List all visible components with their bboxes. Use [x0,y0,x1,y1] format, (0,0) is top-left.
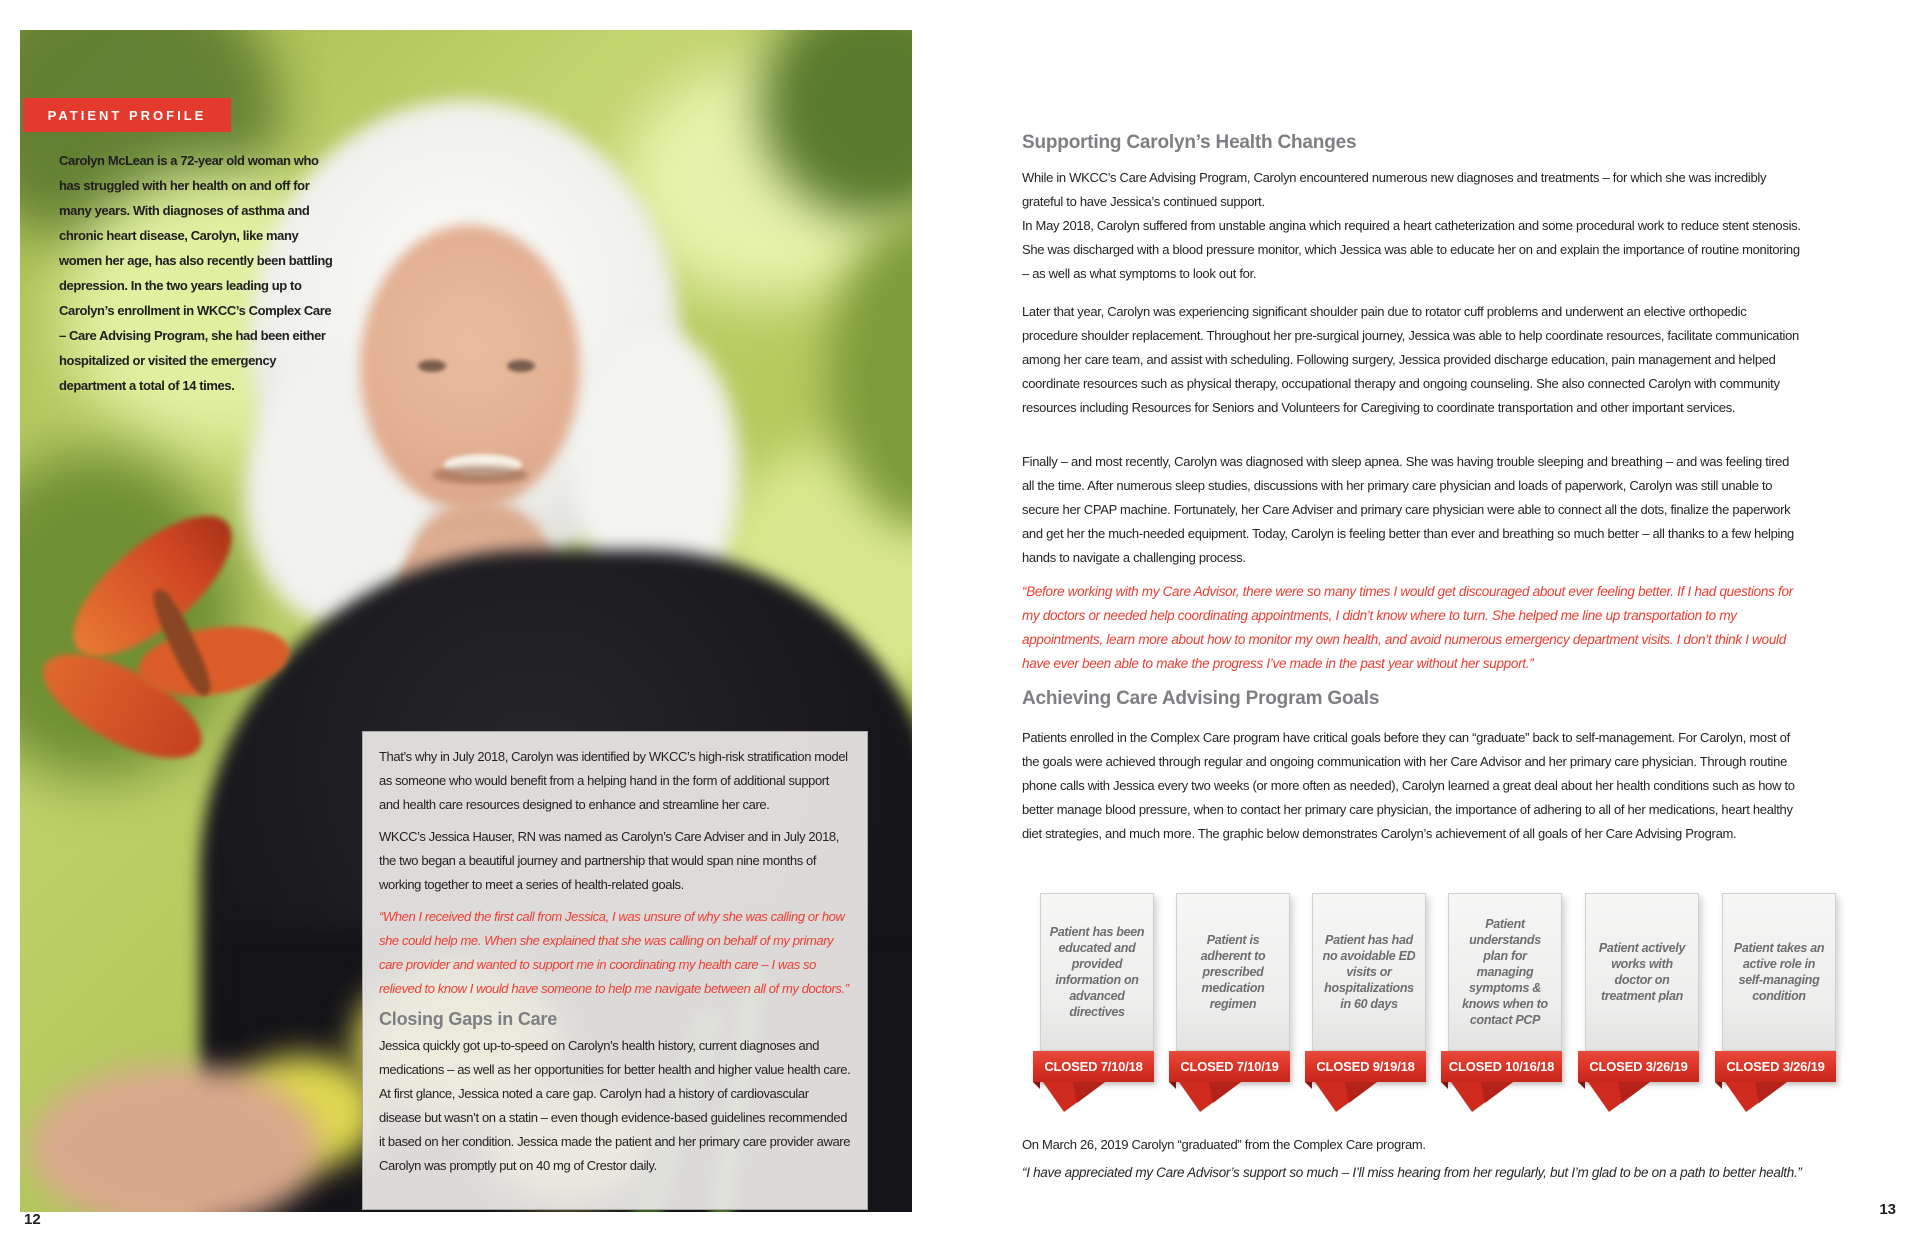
goal-closed-label: CLOSED 7/10/18 [1044,1059,1143,1074]
graduated-line: On March 26, 2019 Carolyn “graduated” from the Complex Care program. [1022,1137,1426,1152]
goal-text: Patient has been educated and provided information on advanced directives [1049,925,1145,1019]
goal-closed-banner [1578,1051,1699,1082]
ribbon-fold [1578,1082,1585,1089]
goal-text: Patient has had no avoidable ED visits or hospitalizations in 60 days [1322,933,1416,1011]
supporting-health-heading: Supporting Carolyn’s Health Changes [1022,132,1357,153]
goal-card [1585,893,1699,1051]
goal-closed-label: CLOSED 7/10/19 [1180,1059,1279,1074]
goal-card [1040,893,1154,1051]
goal-closed-banner [1715,1051,1836,1082]
ribbon-tail-shape [1451,1082,1513,1112]
final-quote: “I have appreciated my Care Advisor’s support so much – I’ll miss hearing from her regularly, but I’m glad to be on a path to better health.” [1022,1165,1802,1180]
goal-text: Patient understands plan for managing symptoms & knows when to contact PCP [1462,917,1548,1027]
goal-ribbon [1722,893,1836,1118]
goal-closed-label: CLOSED 9/19/18 [1316,1059,1415,1074]
overlay-paragraph-2: WKCC’s Jessica Hauser, RN was named as Carolyn’s Care Adviser and in July 2018, the two began a beautiful journey and partnership that would span nine months of working together to meet a series of health-related goals. [379,829,839,892]
right-paragraph-5: Patients enrolled in the Complex Care program have critical goals before they can “graduate” back to self-management. For Carolyn, most of the goals were achieved through regular and ongoing communication with her Care Advisor and her primary care physician. Through routine phone calls with Jessica every two weeks (or more often as needed), Carolyn learned a great deal about her health conditions such as how to better manage blood pressure, when to contact her primary care physician, the importance of adhering to all of her medications, heart healthy diet strategies, and much more. The graphic below demonstrates Carolyn’s achievement of all goals of her Care Advising Program. [1022,730,1795,841]
patient-quote-2: “Before working with my Care Advisor, there were so many times I would get discouraged about ever feeling better. If I had questions for my doctors or needed help coordinating appointments, I didn’t know where to turn. She helped me line up transportation to my appointments, learn more about how to monitor my own health, and avoid numerous emergency department visits. I don’t think I would have ever been able to make the progress I’ve made in the past year without her support.” [1022,584,1793,671]
ribbon-tail-shape [1179,1082,1241,1112]
goal-ribbon [1176,893,1290,1118]
patient-profile-label-text: PATIENT PROFILE [47,107,207,123]
closing-gaps-heading: Closing Gaps in Care [379,1009,558,1029]
ribbon-fold [1441,1082,1448,1089]
page-number-left: 12 [24,1211,41,1228]
ribbon-fold [1033,1082,1040,1089]
ribbon-tail-shape [1588,1082,1650,1112]
goal-text: Patient is adherent to prescribed medication regimen [1200,933,1266,1011]
photo-smile [432,466,528,484]
ribbon-fold [1169,1082,1176,1089]
goal-ribbon [1448,893,1562,1118]
overlay-paragraph-3: Jessica quickly got up-to-speed on Carolyn’s health history, current diagnoses and medications – as well as her opportunities for better health and higher value health care. At first glance, Jessica noted a care gap. Carolyn had a history of cardiovascular disease but wasn’t on a statin – even though evidence-based guidelines recommended it based on her condition. Jessica made the patient and her primary care provider aware Carolyn was promptly put on 40 mg of Crestor daily. [379,1038,851,1173]
goal-text: Patient actively works with doctor on treatment plan [1598,941,1686,1003]
goal-closed-label: CLOSED 3/26/19 [1589,1059,1688,1074]
goal-closed-label: CLOSED 10/16/18 [1448,1059,1555,1074]
goal-ribbon [1040,893,1154,1118]
overlay-text-box [362,731,868,1210]
goals-graphic [1040,893,1850,1123]
right-paragraph-1: While in WKCC’s Care Advising Program, Carolyn encountered numerous new diagnoses and treatments – for which she was incredibly grateful to have Jessica’s continued support. [1022,170,1767,209]
right-paragraph-4: Finally – and most recently, Carolyn was diagnosed with sleep apnea. She was having trouble sleeping and breathing – and was feeling tired all the time. After numerous sleep studies, discussions with her primary care physician and loads of paperwork, Carolyn was still unable to secure her CPAP machine. Fortunately, her Care Adviser and primary care physician were able to connect all the dots, finalize the paperwork and get her the much-needed equipment. Today, Carolyn is feeling better than ever and breathing so much better – all thanks to a few helping hands to navigate a challenging process. [1022,454,1794,565]
goal-card [1176,893,1290,1051]
goal-closed-banner [1169,1051,1290,1082]
goal-closed-label: CLOSED 3/26/19 [1726,1059,1825,1074]
goal-text: Patient takes an active role in self-managing condition [1733,941,1825,1003]
patient-profile-label [23,98,231,132]
ribbon-fold [1715,1082,1722,1089]
ribbon-tail-shape [1043,1082,1105,1112]
right-paragraph-2: In May 2018, Carolyn suffered from unstable angina which required a heart catheterization and some procedural work to reduce stent stenosis. She was discharged with a blood pressure monitor, which Jessica was able to educate her on and explain the importance of routine monitoring – as well as what symptoms to look out for. [1022,218,1801,281]
right-paragraph-3: Later that year, Carolyn was experiencing significant shoulder pain due to rotator cuff problems and underwent an elective orthopedic procedure shoulder replacement. Throughout her pre-surgical journey, Jessica was able to help coordinate resources, facilitate communication among her care team, and assist with scheduling. Following surgery, Jessica provided discharge education, pain management and helped coordinate resources such as physical therapy, occupational therapy and ongoing counseling. She also connected Carolyn with community resources including Resources for Seniors and Volunteers for Caregiving to coordinate transportation and other important services. [1022,304,1799,415]
goal-card [1448,893,1562,1051]
goal-ribbon [1312,893,1426,1118]
intro-paragraph: Carolyn McLean is a 72-year old woman who has struggled with her health on and off for many years. With diagnoses of asthma and chronic heart disease, Carolyn, like many women her age, has also recently been battling depression. In the two years leading up to Carolyn’s enrollment in WKCC’s Complex Care – Care Advising Program, she had been either hospitalized or visited the emergency department a total of 14 times. [59,153,333,393]
photo-eye [418,360,446,372]
ribbon-fold [1305,1082,1312,1089]
overlay-paragraph-1: That’s why in July 2018, Carolyn was identified by WKCC’s high-risk stratification model as someone who would benefit from a helping hand in the form of additional support and health care resources designed to enhance and streamline her care. [379,749,848,812]
goal-card [1312,893,1426,1051]
goal-closed-banner [1441,1051,1562,1082]
ribbon-tail-shape [1725,1082,1787,1112]
patient-quote-1: “When I received the first call from Jessica, I was unsure of why she was calling or how she could help me. When she explained that she was calling on behalf of my primary care provider and wanted to support me in coordinating my health care – I was so relieved to know I would have someone to help me navigate between all of my doctors.” [379,909,849,996]
goal-card [1722,893,1836,1051]
page-number-right: 13 [1879,1201,1896,1218]
photo-eye [507,360,535,372]
achieving-goals-heading: Achieving Care Advising Program Goals [1022,688,1380,709]
goal-ribbon [1585,893,1699,1118]
goal-closed-banner [1033,1051,1154,1082]
ribbon-tail-shape [1315,1082,1377,1112]
goal-closed-banner [1305,1051,1426,1082]
